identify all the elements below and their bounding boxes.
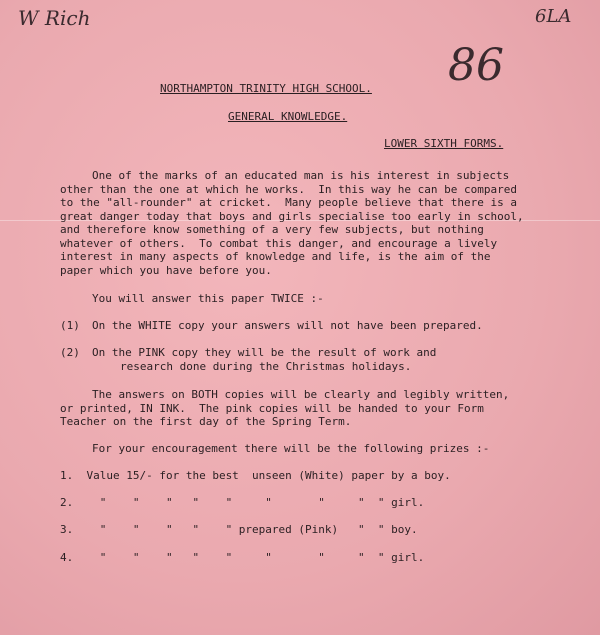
- handwritten-mark: 86: [448, 40, 504, 91]
- intro-line: One of the marks of an educated man is his interest in subjects: [92, 169, 510, 182]
- copy-2-line-2: research done during the Christmas holidays.: [120, 360, 412, 373]
- intro-line: to the "all-rounder" at cricket. Many people believe that there is a: [60, 196, 517, 209]
- intro-line: interest in many aspects of knowledge and life, is the aim of the: [60, 250, 491, 263]
- form-title: LOWER SIXTH FORMS.: [384, 137, 504, 150]
- school-title: NORTHAMPTON TRINITY HIGH SCHOOL.: [160, 82, 372, 95]
- answers-line: Teacher on the first day of the Spring Term.: [60, 415, 352, 428]
- prize-item: 3. " " " " " prepared (Pink) " " boy.: [60, 523, 418, 536]
- handwritten-form: 6LA: [535, 6, 572, 27]
- intro-line: and therefore know something of a very few subjects, but nothing: [60, 223, 484, 236]
- answers-paragraph: [60, 388, 509, 429]
- subject-title: GENERAL KNOWLEDGE.: [228, 110, 348, 123]
- copy-2-line-1: On the PINK copy they will be the result of work and: [92, 346, 437, 359]
- copy-1-text: On the WHITE copy your answers will not have been prepared.: [92, 319, 483, 332]
- prize-item: 2. " " " " " " " " " girl.: [60, 496, 425, 509]
- intro-line: paper which you have before you.: [60, 263, 272, 277]
- intro-line: whatever of others. To combat this danger, and encourage a lively: [60, 236, 498, 250]
- intro-line: other than the one at which he works. In this way he can be compared: [60, 182, 517, 196]
- handwritten-name: W Rich: [18, 6, 91, 30]
- intro-paragraph: [60, 169, 524, 277]
- intro-line: great danger today that boys and girls specialise too early in school,: [60, 209, 524, 223]
- copy-1-number: (1): [60, 319, 80, 332]
- copy-2-number: (2): [60, 346, 80, 359]
- prize-item: 4. " " " " " " " " " girl.: [60, 551, 425, 564]
- answers-line: or printed, IN INK. The pink copies will be handed to your Form: [60, 401, 484, 415]
- answers-line: The answers on BOTH copies will be clearly and legibly written,: [92, 388, 510, 401]
- prizes-intro: For your encouragement there will be the following prizes :-: [92, 442, 490, 455]
- prize-item: 1. Value 15/- for the best unseen (White) paper by a boy.: [60, 469, 451, 482]
- answer-twice-line: You will answer this paper TWICE :-: [92, 292, 324, 305]
